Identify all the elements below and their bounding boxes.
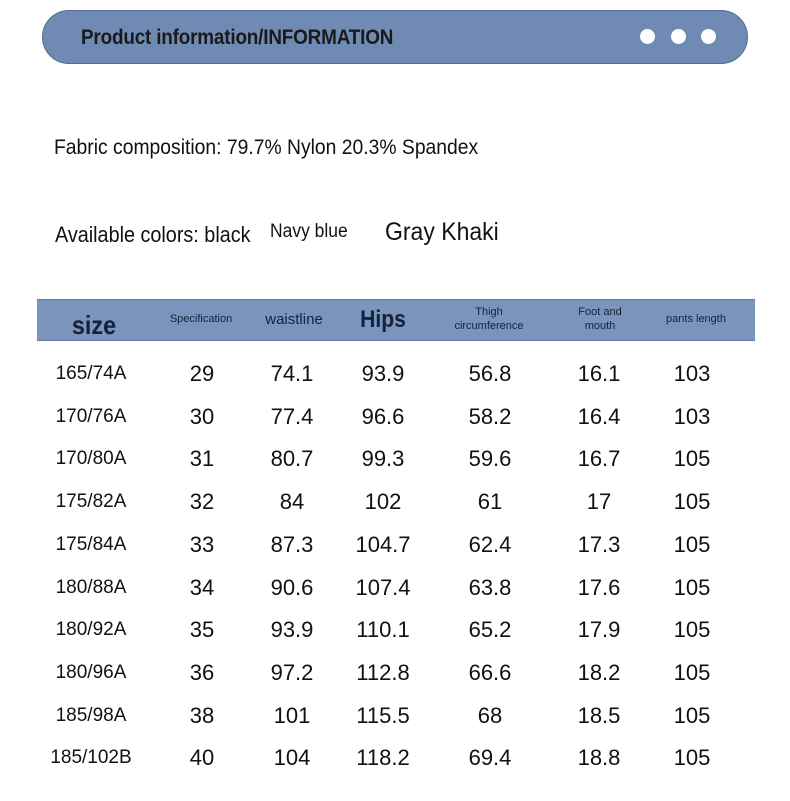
dot-icon [640,29,655,44]
cell-specification: 34 [189,574,215,600]
cell-pants-length: 105 [673,617,711,643]
cell-pants-length: 103 [673,361,711,386]
table-row [0,396,790,438]
cell-size: 180/88A [55,576,127,598]
cell-thigh: 61 [477,489,503,515]
cell-pants-length: 105 [673,489,711,515]
cell-thigh: 69.4 [468,745,512,771]
cell-thigh: 63.8 [468,574,512,600]
cell-foot-mouth: 17.6 [577,574,621,600]
header-foot-mouth [555,300,645,340]
table-row [0,737,790,779]
cell-thigh: 59.6 [468,446,512,472]
cell-waistline: 101 [273,702,311,728]
cell-hips: 107.4 [355,574,411,600]
color-navy-blue: Navy blue [270,221,348,242]
dot-icon [671,29,686,44]
cell-foot-mouth: 17.9 [577,617,621,643]
cell-foot-mouth: 18.8 [577,745,621,771]
color-gray-khaki: Gray Khaki [385,218,499,246]
cell-waistline: 104 [273,745,311,771]
header-hips: Hips [360,306,406,333]
cell-size: 180/92A [55,619,127,641]
cell-size: 185/98A [55,704,127,726]
cell-foot-mouth: 18.5 [577,702,621,728]
header-pants-length: pants length [666,313,726,326]
cell-waistline: 87.3 [270,531,314,557]
cell-size: 185/102B [50,747,132,769]
header-thigh-line1: Thigh [475,306,503,319]
fabric-composition: Fabric composition: 79.7% Nylon 20.3% Spandex [54,136,479,159]
table-row [0,524,790,566]
header-size: size [71,309,117,340]
cell-foot-mouth: 17 [586,489,612,515]
info-banner [42,10,748,64]
cell-hips: 93.9 [361,361,405,386]
cell-size: 175/84A [55,533,127,555]
header-thigh-line2: circumference [454,320,524,332]
cell-pants-length: 105 [673,531,711,557]
cell-pants-length: 105 [673,659,711,685]
cell-hips: 99.3 [361,446,405,472]
cell-pants-length: 103 [673,403,711,429]
cell-thigh: 65.2 [468,617,512,643]
cell-specification: 40 [189,745,215,771]
cell-waistline: 77.4 [270,403,314,429]
cell-thigh: 56.8 [468,361,512,386]
cell-thigh: 68 [477,702,503,728]
cell-size: 170/76A [55,405,127,427]
cell-hips: 115.5 [356,702,410,728]
header-specification: Specification [169,313,233,326]
cell-waistline: 84 [279,489,305,515]
cell-pants-length: 105 [673,745,711,771]
table-row [0,567,790,609]
cell-waistline: 80.7 [270,446,314,472]
cell-thigh: 66.6 [468,659,512,685]
table-row [0,353,790,395]
cell-hips: 104.7 [355,531,411,557]
banner-title: Product information/INFORMATION [81,26,394,49]
cell-hips: 118.2 [356,745,410,771]
cell-waistline: 74.1 [270,361,314,386]
cell-specification: 29 [189,361,215,386]
cell-pants-length: 105 [673,702,711,728]
cell-size: 180/96A [55,661,127,683]
table-row [0,695,790,737]
cell-foot-mouth: 17.3 [577,531,621,557]
table-row [0,438,790,480]
cell-pants-length: 105 [673,574,711,600]
cell-foot-mouth: 16.4 [577,403,621,429]
table-row [0,609,790,651]
header-foot-line2: mouth [584,320,616,332]
cell-specification: 33 [189,531,215,557]
cell-foot-mouth: 16.7 [577,446,621,472]
cell-size: 170/80A [55,448,127,470]
cell-foot-mouth: 18.2 [577,659,621,685]
cell-hips: 112.8 [356,659,410,685]
cell-pants-length: 105 [673,446,711,472]
header-thigh-circumference [434,300,544,340]
cell-waistline: 93.9 [270,617,314,643]
cell-specification: 31 [189,446,215,472]
cell-specification: 30 [189,403,215,429]
available-colors-label: Available colors: black [55,222,251,247]
cell-specification: 36 [189,659,215,685]
cell-foot-mouth: 16.1 [577,361,621,386]
cell-size: 175/82A [55,491,127,513]
size-table-header [37,299,755,341]
header-waistline: waistline [265,310,323,328]
cell-specification: 38 [189,702,215,728]
cell-waistline: 90.6 [270,574,314,600]
cell-specification: 32 [189,489,215,515]
table-row [0,652,790,694]
header-foot-line1: Foot and [578,306,622,319]
cell-waistline: 97.2 [270,659,314,685]
cell-specification: 35 [189,617,215,643]
cell-hips: 96.6 [361,403,405,429]
cell-hips: 102 [364,489,402,515]
dot-icon [701,29,716,44]
table-row [0,481,790,523]
cell-size: 165/74A [55,363,127,384]
cell-hips: 110.1 [356,617,410,643]
cell-thigh: 62.4 [468,531,512,557]
cell-thigh: 58.2 [468,403,512,429]
